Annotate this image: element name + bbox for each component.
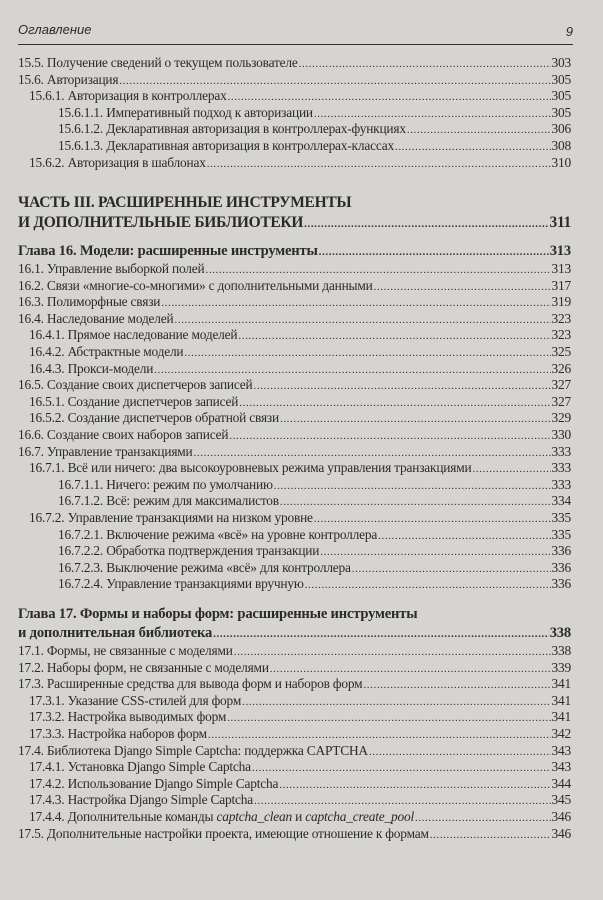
toc-entry-text: и	[291, 808, 306, 824]
dot-leader	[119, 73, 550, 90]
page-ref: 327	[551, 377, 571, 393]
page-ref: 325	[551, 343, 571, 359]
toc-entry-title: 16.7.1.1. Ничего: режим по умолчанию	[58, 476, 273, 492]
chapter-heading[interactable]	[18, 242, 571, 261]
page-ref: 336	[551, 576, 571, 592]
toc-entry-title: 17.5. Дополнительные настройки проекта, имеющие отношение к формам	[18, 825, 429, 841]
dot-leader	[305, 577, 551, 594]
toc-entry[interactable]	[18, 792, 571, 809]
page-ref: 305	[551, 88, 571, 104]
page-ref: 333	[551, 476, 571, 492]
page-ref: 341	[551, 676, 571, 692]
page-ref: 333	[551, 460, 571, 476]
chapter-heading-line2[interactable]	[18, 624, 571, 643]
dot-leader	[369, 744, 551, 761]
toc-entry-text: 17.4.4. Дополнительные команды	[29, 808, 217, 824]
page-ref: 323	[551, 327, 571, 343]
dot-leader	[352, 561, 551, 578]
page-ref: 313	[549, 243, 571, 259]
toc-entry-title: 17.3.2. Настройка выводимых форм	[29, 709, 227, 725]
toc-chapter-17	[18, 605, 571, 842]
dot-leader	[205, 262, 550, 279]
toc-entry[interactable]	[18, 543, 571, 560]
page-ref: 310	[551, 154, 571, 170]
toc-entry-title: 16.4.2. Абстрактные модели	[29, 343, 184, 359]
dot-leader	[374, 279, 551, 296]
toc-section-15	[18, 55, 571, 171]
chapter-title: Глава 16. Модели: расширенные инструменты	[18, 243, 318, 259]
page-ref: 330	[551, 426, 571, 442]
dot-leader	[378, 528, 550, 545]
page-ref: 344	[551, 775, 571, 791]
toc-entry-title: 17.4.2. Использование Django Simple Captcha	[29, 775, 279, 791]
page-number: 9	[565, 24, 573, 39]
running-header-title: Оглавление	[18, 22, 92, 37]
page-ref: 305	[551, 71, 571, 87]
part-heading-line2[interactable]	[18, 213, 571, 233]
toc-entry[interactable]	[18, 826, 571, 843]
page-ref: 335	[551, 509, 571, 525]
toc-entry[interactable]	[18, 121, 571, 138]
toc-entry-title: 16.3. Полиморфные связи	[18, 294, 161, 310]
toc-entry[interactable]	[18, 477, 571, 494]
toc-entry[interactable]	[18, 809, 571, 826]
dot-leader	[274, 478, 551, 495]
page-ref: 338	[549, 625, 571, 641]
dot-leader	[238, 328, 550, 345]
toc-entry-title: 17.2. Наборы форм, не связанные с моделями	[18, 659, 269, 675]
running-header	[18, 20, 573, 45]
toc-entry-title: 16.5.2. Создание диспетчеров обратной связи	[29, 410, 279, 426]
dot-leader	[395, 139, 551, 156]
toc-entry-title: 16.4.3. Прокси-модели	[29, 360, 154, 376]
toc-entry[interactable]	[18, 660, 571, 677]
toc-entry[interactable]	[18, 726, 571, 743]
toc-entry-title: 15.6.2. Авторизация в шаблонах	[29, 154, 206, 170]
toc-entry[interactable]	[18, 327, 571, 344]
toc-entry-title: 17.3.3. Настройка наборов форм	[29, 725, 207, 741]
dot-leader	[161, 295, 550, 312]
dot-leader	[254, 793, 550, 810]
page-ref: 327	[551, 393, 571, 409]
page-ref: 319	[551, 294, 571, 310]
page-ref: 317	[551, 277, 571, 293]
page-ref: 326	[551, 360, 571, 376]
page-ref: 306	[551, 121, 571, 137]
page-ref: 346	[551, 808, 571, 824]
toc-entry-title: 15.6. Авторизация	[18, 71, 119, 87]
page-ref: 313	[551, 261, 571, 276]
dot-leader	[430, 827, 551, 844]
toc-entry[interactable]	[18, 88, 571, 105]
toc-entry[interactable]	[18, 344, 571, 361]
toc-entry-title: 16.7.2.2. Обработка подтверждения транзакции	[58, 543, 320, 559]
page-ref: 305	[551, 104, 571, 120]
dot-leader	[314, 106, 551, 123]
toc-entry-title: 16.7.1. Всё или ничего: два высокоуровневых режима управления транзакциями	[29, 460, 472, 476]
toc-entry[interactable]	[18, 55, 571, 72]
part-title: ЧАСТЬ III. РАСШИРЕННЫЕ ИНСТРУМЕНТЫ	[18, 194, 352, 211]
page-ref: 311	[549, 214, 571, 231]
toc-entry[interactable]	[18, 493, 571, 510]
dot-leader	[415, 810, 551, 827]
toc-part-3	[18, 193, 571, 233]
toc-entry-title: 15.6.1.2. Декларативная авторизация в контроллерах-функциях	[58, 121, 406, 137]
toc-entry-title: 17.3.1. Указание CSS-стилей для форм	[29, 692, 242, 708]
toc-entry-title: 16.7.2.3. Выключение режима «всё» для контроллера	[58, 559, 351, 575]
dot-leader	[319, 243, 549, 262]
page-ref: 323	[551, 310, 571, 326]
toc-entry-title: 17.4.1. Установка Django Simple Captcha	[29, 759, 251, 775]
toc-entry-title: 15.6.1.3. Декларативная авторизация в контроллерах-классах	[58, 137, 394, 153]
toc-entry-title: 16.5.1. Создание диспетчеров записей	[29, 393, 239, 409]
page-ref: 335	[551, 526, 571, 542]
toc-entry-title: 15.6.1. Авторизация в контроллерах	[29, 88, 227, 104]
code-term: captcha_clean	[216, 808, 292, 824]
toc-entry[interactable]	[18, 155, 571, 172]
dot-leader	[154, 362, 550, 379]
toc-entry[interactable]	[18, 377, 571, 394]
dot-leader	[207, 156, 551, 173]
page-ref: 334	[551, 493, 571, 509]
toc-entry[interactable]	[18, 427, 571, 444]
toc-entry[interactable]	[18, 643, 571, 660]
dot-leader	[280, 411, 551, 428]
dot-leader	[228, 89, 551, 106]
toc-entry[interactable]	[18, 776, 571, 793]
toc-entry-title: 16.7.2.1. Включение режима «всё» на уровне контроллера	[58, 526, 378, 542]
toc-entry[interactable]	[18, 361, 571, 378]
toc-entry[interactable]	[18, 311, 571, 328]
toc-entry[interactable]	[18, 261, 571, 278]
part-heading-line1	[18, 193, 571, 213]
toc-entry-title	[29, 809, 414, 826]
part-title-cont: И ДОПОЛНИТЕЛЬНЫЕ БИБЛИОТЕКИ	[18, 214, 304, 231]
dot-leader	[194, 445, 551, 462]
code-term: captcha_create_pool	[305, 808, 414, 824]
toc-entry-title: 15.6.1.1. Императивный подход к авторизации	[58, 104, 313, 120]
toc-entry[interactable]	[18, 709, 571, 726]
page-ref: 333	[551, 443, 571, 459]
toc-entry[interactable]	[18, 560, 571, 577]
toc-entry[interactable]	[18, 72, 571, 89]
toc-entry[interactable]	[18, 394, 571, 411]
toc-entry-title: 17.1. Формы, не связанные с моделями	[18, 643, 233, 658]
dot-leader	[363, 677, 550, 694]
chapter-title: Глава 17. Формы и наборы форм: расширенные инструменты	[18, 606, 418, 622]
toc-entry-title: 16.7. Управление транзакциями	[18, 443, 193, 459]
page-ref: 308	[551, 137, 571, 153]
page-ref: 346	[551, 825, 571, 841]
toc-entry-title: 16.4.1. Прямое наследование моделей	[29, 327, 238, 343]
dot-leader	[239, 395, 550, 412]
page-ref: 341	[551, 709, 571, 725]
toc-entry[interactable]	[18, 576, 571, 593]
dot-leader	[252, 760, 551, 777]
page-ref: 343	[551, 759, 571, 775]
chapter-heading-line1	[18, 605, 571, 624]
dot-leader	[314, 511, 551, 528]
page-ref: 339	[551, 659, 571, 675]
dot-leader	[242, 694, 550, 711]
toc-entry[interactable]	[18, 527, 571, 544]
page-ref: 329	[551, 410, 571, 426]
page-ref: 336	[551, 543, 571, 559]
toc-entry[interactable]	[18, 759, 571, 776]
dot-leader	[227, 710, 550, 727]
toc-entry[interactable]	[18, 676, 571, 693]
toc-entry-title: 16.6. Создание своих наборов записей	[18, 426, 229, 442]
page-ref: 341	[551, 692, 571, 708]
toc-entry-title: 16.2. Связи «многие-со-многими» с дополнительными данными	[18, 277, 373, 293]
toc-entry-title: 17.4. Библиотека Django Simple Captcha: поддержка CAPTCHA	[18, 742, 368, 758]
page-ref: 303	[551, 55, 571, 70]
toc-chapter-16	[18, 242, 571, 593]
toc-entry-title: 16.5. Создание своих диспетчеров записей	[18, 377, 253, 393]
dot-leader	[270, 661, 551, 678]
dot-leader	[175, 312, 551, 329]
page-ref: 338	[551, 643, 571, 658]
toc-entry-title: 16.1. Управление выборкой полей	[18, 261, 205, 276]
page-ref: 343	[551, 742, 571, 758]
toc-entry-title: 15.5. Получение сведений о текущем пользователе	[18, 55, 298, 70]
toc-entry[interactable]	[18, 743, 571, 760]
dot-leader	[229, 428, 550, 445]
toc-entry-title: 16.4. Наследование моделей	[18, 310, 174, 326]
dot-leader	[280, 494, 551, 511]
toc-entry-title: 17.3. Расширенные средства для вывода форм и наборов форм	[18, 676, 363, 692]
toc-entry[interactable]	[18, 278, 571, 295]
dot-leader	[184, 345, 550, 362]
dot-leader	[472, 461, 550, 478]
page-ref: 345	[551, 792, 571, 808]
toc-entry[interactable]	[18, 444, 571, 461]
dot-leader	[213, 625, 549, 644]
page-ref: 336	[551, 559, 571, 575]
toc-entry-title: 16.7.2. Управление транзакциями на низком уровне	[29, 509, 313, 525]
dot-leader	[208, 727, 551, 744]
toc-entry[interactable]	[18, 460, 571, 477]
toc-entry[interactable]	[18, 410, 571, 427]
toc-entry[interactable]	[18, 105, 571, 122]
dot-leader	[279, 777, 550, 794]
dot-leader	[407, 122, 551, 139]
dot-leader	[299, 56, 551, 73]
chapter-title-cont: и дополнительная библиотека	[18, 625, 213, 641]
toc-entry-title: 16.7.1.2. Всё: режим для максималистов	[58, 493, 279, 509]
dot-leader	[304, 214, 548, 234]
toc-entry-title: 16.7.2.4. Управление транзакциями вручную	[58, 576, 304, 592]
toc-entry[interactable]	[18, 294, 571, 311]
page-ref: 342	[551, 725, 571, 741]
toc-entry[interactable]	[18, 510, 571, 527]
dot-leader	[254, 378, 551, 395]
toc-entry-title: 17.4.3. Настройка Django Simple Captcha	[29, 792, 254, 808]
toc-entry[interactable]	[18, 693, 571, 710]
dot-leader	[234, 644, 551, 661]
dot-leader	[320, 544, 550, 561]
toc-entry[interactable]	[18, 138, 571, 155]
